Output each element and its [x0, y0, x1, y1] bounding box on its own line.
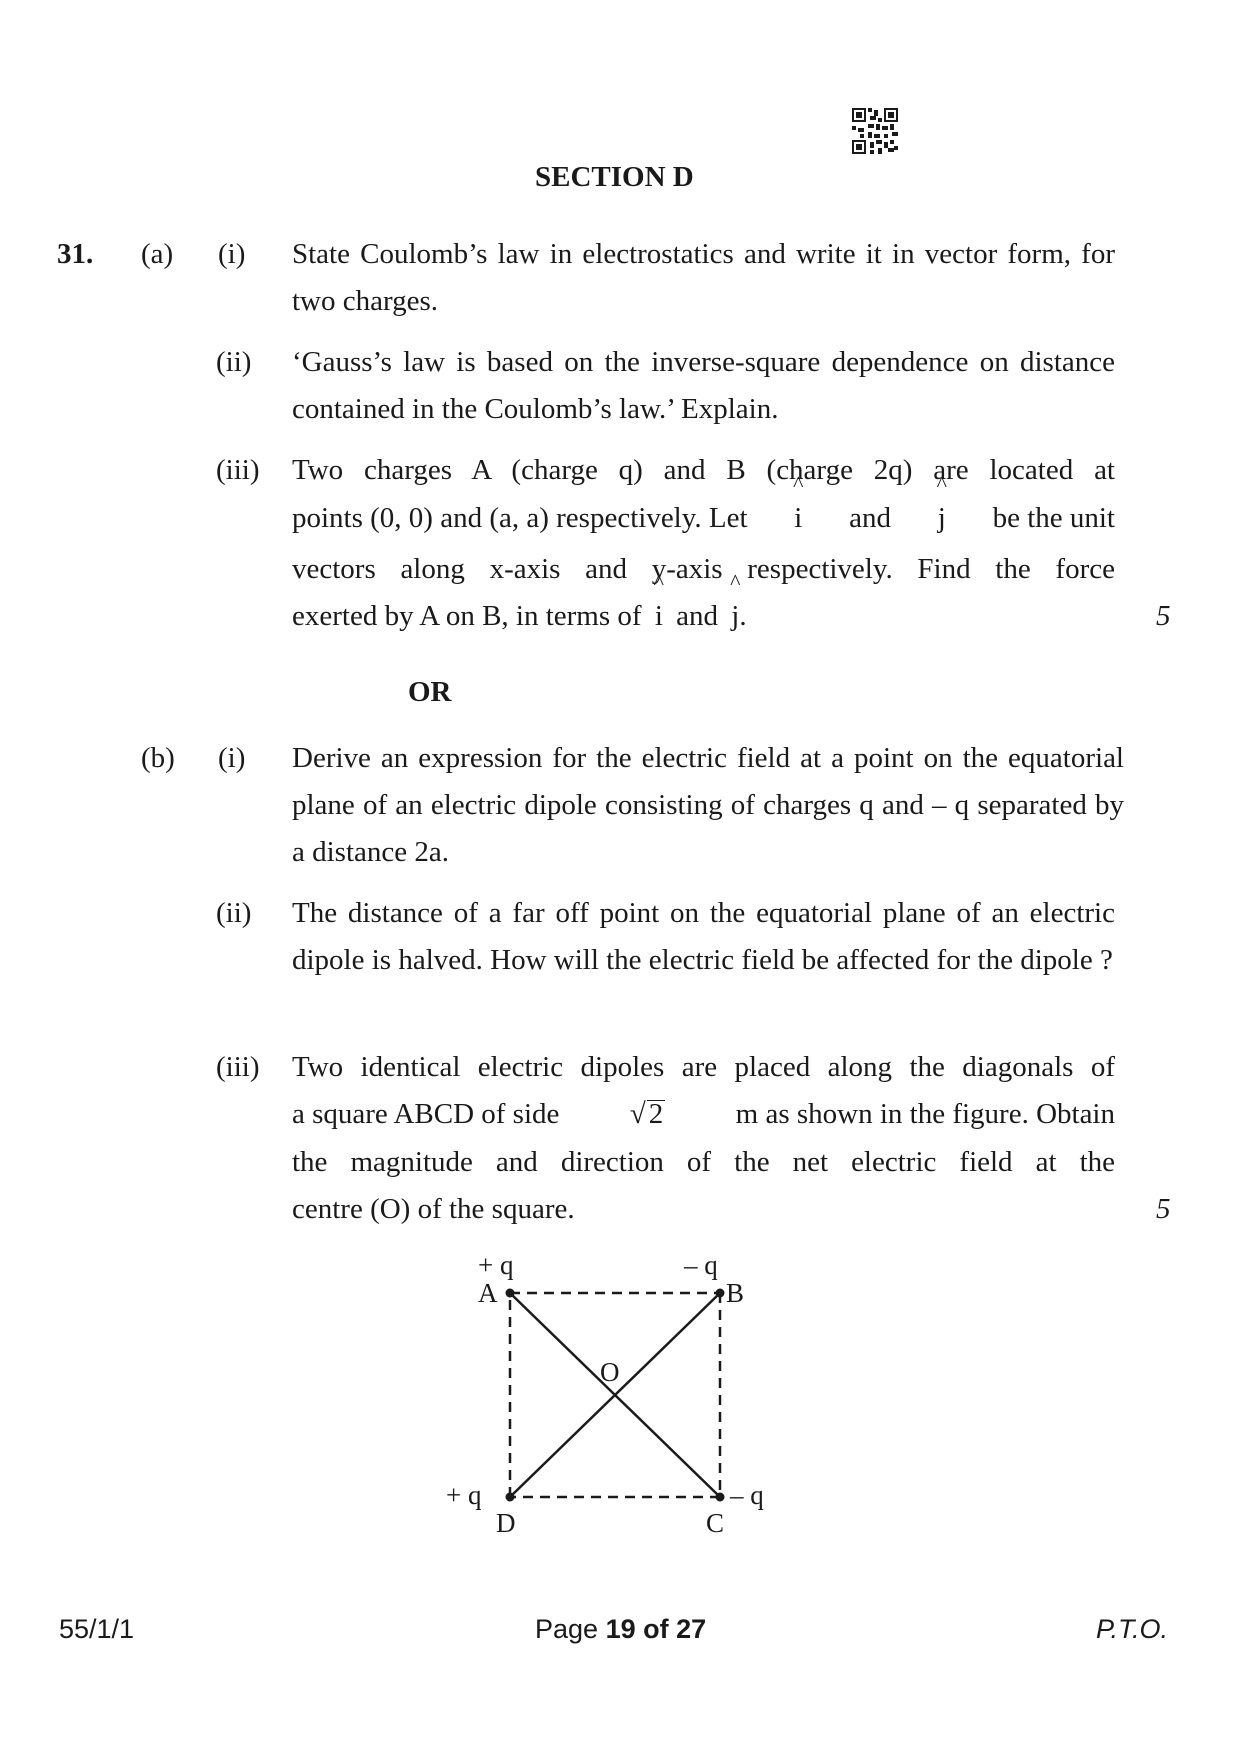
- part-b-iii-line2: [292, 1091, 1115, 1138]
- square-dipole-figure: [430, 1250, 790, 1545]
- sqrt-value: 2: [648, 1098, 664, 1130]
- pto-label: P.T.O.: [1096, 1614, 1169, 1644]
- qr-code-icon: [852, 108, 898, 154]
- page-current: 19: [605, 1614, 636, 1644]
- page-of: of: [643, 1614, 669, 1644]
- part-a-i-label: (i): [218, 238, 246, 270]
- label-d: D: [496, 1508, 516, 1538]
- point-c-dot: [716, 1493, 725, 1502]
- point-b-dot: [716, 1289, 725, 1298]
- unit-vector-j-2: ^ j: [731, 593, 739, 640]
- part-b-i-text: Derive an expression for the electric field at a point on the equatorial plane of an electric dipole consisting of charges q and – q separated by a distance 2a.: [292, 742, 1124, 868]
- part-a-label: (a): [141, 238, 174, 270]
- page-total: 27: [676, 1614, 707, 1644]
- section-heading: SECTION D: [535, 161, 694, 193]
- part-b-iii-label: (iii): [216, 1051, 260, 1083]
- part-b-iii-line1: Two identical electric dipoles are placed along the diagonals of: [292, 1051, 1115, 1083]
- part-b-iii-line2-start: a square ABCD of side: [292, 1098, 560, 1130]
- unit-vector-i-2: ^ i: [655, 593, 663, 640]
- part-a-iii-line4-start: exerted by A on B, in terms of: [292, 600, 642, 632]
- part-a-iii-line2-start: points (0, 0) and (a, a) respectively. Let: [292, 502, 748, 534]
- part-b-iii-line2-end: m as shown in the figure. Obtain: [735, 1098, 1115, 1130]
- part-a-iii-line4: [292, 593, 747, 640]
- sqrt-symbol: √: [629, 1098, 646, 1130]
- page-indicator: [535, 1614, 706, 1645]
- point-a-dot: [506, 1289, 515, 1298]
- question-number: 31.: [57, 238, 94, 270]
- part-a-i-text: State Coulomb’s law in electrostatics and write it in vector form, for two charges.: [292, 238, 1115, 317]
- part-a-marks: 5: [1156, 600, 1171, 632]
- part-b-iii-line3: the magnitude and direction of the net electric field at the: [292, 1146, 1115, 1178]
- or-label: OR: [408, 676, 452, 708]
- part-a-iii-line2-end: be the unit: [992, 502, 1115, 534]
- part-a-iii-period: .: [739, 600, 747, 632]
- part-a-iii-line1: Two charges A (charge q) and B (charge 2q) are located at: [292, 454, 1115, 486]
- charge-c: – q: [730, 1480, 764, 1510]
- part-a-iii-line3: vectors along x-axis and y-axis respectively. Find the force: [292, 553, 1115, 585]
- part-a-iii-label: (iii): [216, 454, 260, 486]
- label-b: B: [726, 1278, 745, 1308]
- label-a: A: [478, 1278, 498, 1308]
- charge-d: + q: [446, 1480, 482, 1510]
- part-a-iii-line2: [292, 495, 1115, 542]
- part-a-ii-label: (ii): [216, 346, 252, 378]
- charge-b: – q: [684, 1250, 718, 1280]
- sqrt-expression: [630, 1091, 665, 1138]
- page-prefix: Page: [535, 1614, 599, 1644]
- part-a-ii-text: ‘Gauss’s law is based on the inverse-square dependence on distance contained in the Coulomb’s law.’ Explain.: [292, 346, 1115, 425]
- part-b-marks: 5: [1156, 1193, 1171, 1225]
- part-b-ii-text: The distance of a far off point on the equatorial plane of an electric dipole is halved. How will the electric field be affected for the dipole ?: [292, 897, 1115, 976]
- unit-vector-i: ^ i: [794, 495, 802, 542]
- unit-vector-j: ^ j: [938, 495, 946, 542]
- part-b-ii-label: (ii): [216, 897, 252, 929]
- label-c: C: [706, 1508, 725, 1538]
- part-a-iii-and-2: and: [676, 600, 718, 632]
- point-d-dot: [506, 1493, 515, 1502]
- charge-a: + q: [478, 1250, 514, 1280]
- part-b-iii-line4: centre (O) of the square.: [292, 1193, 575, 1225]
- part-a-iii-and: and: [849, 502, 891, 534]
- part-b-label: (b): [141, 742, 175, 774]
- label-o: O: [600, 1357, 620, 1387]
- paper-code: 55/1/1: [59, 1614, 135, 1644]
- part-b-i-label: (i): [218, 742, 246, 774]
